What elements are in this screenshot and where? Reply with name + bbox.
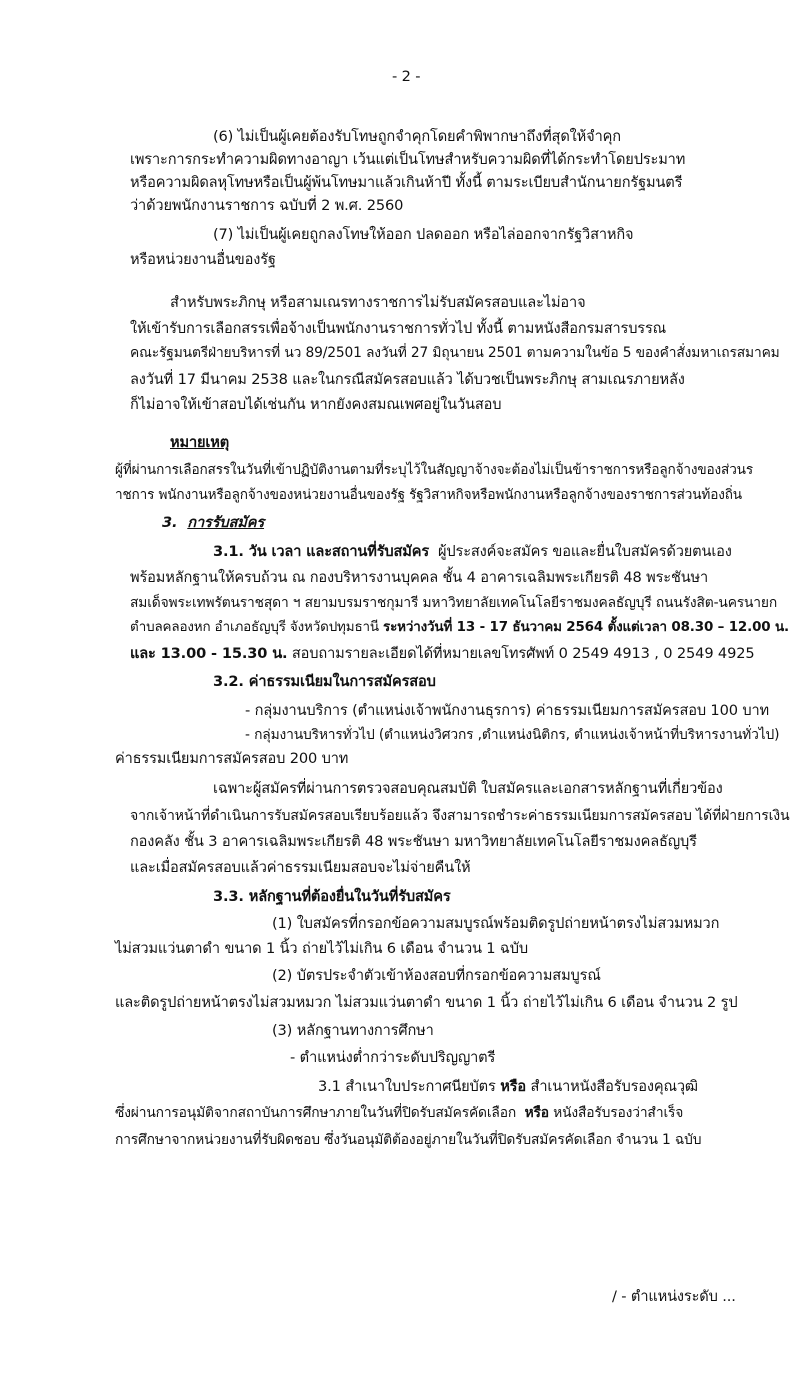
s32-bullet-2: - กลุ่มงานบริหารทั่วไป (ตำแหน่งวิศวกร ,ตำแหน่งนิติกร, ตำแหน่งเจ้าหน้าที่บริหารงานทั่วไป) xyxy=(245,727,780,743)
s33-item-3-sub: - ตำแหน่งต่ำกว่าระดับปริญญาตรี xyxy=(290,1049,496,1066)
section-3-title: การรับสมัคร xyxy=(187,514,265,531)
s32-para-line-2: จากเจ้าหน้าที่ดำเนินการรับสมัครสอบเรียบร้อยแล้ว จึงสามารถชำระค่าธรรมเนียมการสมัครสอบ ได้ที่ฝ่ายการเงิน xyxy=(130,808,790,824)
s33-item-1-line-2: ไม่สวมแว่นตาดำ ขนาด 1 นิ้ว ถ่ายไว้ไม่เกิน 6 เดือน จำนวน 1 ฉบับ xyxy=(115,940,528,957)
s33-item-2-line-2: และติดรูปถ่ายหน้าตรงไม่สวมหมวก ไม่สวมแว่นตาดำ ขนาด 1 นิ้ว ถ่ายไว้ไม่เกิน 6 เดือน จำนวน 2 รูป xyxy=(115,994,738,1011)
s33-item-3-line-2-b: หนังสือรับรองว่าสำเร็จ xyxy=(553,1105,684,1121)
s33-or-2: หรือ xyxy=(524,1105,549,1121)
note-heading: หมายเหตุ xyxy=(170,434,230,451)
s33-item-3-1 xyxy=(318,1076,698,1098)
s32-bullet-2-cont: ค่าธรรมเนียมการสมัครสอบ 200 บาท xyxy=(115,750,349,767)
s31-line-1 xyxy=(213,541,732,563)
s31-dates: ระหว่างวันที่ 13 - 17 ธันวาคม 2564 ตั้งแต่เวลา 08.30 – 12.00 น. xyxy=(383,620,789,635)
s33-item-3: (3) หลักฐานทางการศึกษา xyxy=(272,1022,434,1039)
s33-item-3-line-2-a: ซึ่งผ่านการอนุมัติจากสถาบันการศึกษาภายในวันที่ปิดรับสมัครคัดเลือก xyxy=(115,1105,517,1121)
item-7-line-1: (7) ไม่เป็นผู้เคยถูกลงโทษให้ออก ปลดออก หรือไล่ออกจากรัฐวิสาหกิจ xyxy=(213,226,634,243)
monk-para-line-5: ก็ไม่อาจให้เข้าสอบได้เช่นกัน หากยังคงสมณเพศอยู่ในวันสอบ xyxy=(130,396,502,413)
s31-times: และ 13.00 - 15.30 น. xyxy=(130,645,288,662)
s31-line-2: พร้อมหลักฐานให้ครบถ้วน ณ กองบริหารงานบุคคล ชั้น 4 อาคารเฉลิมพระเกียรติ 48 พระชันษา xyxy=(130,569,709,586)
s33-item-3-1-b: สำเนาหนังสือรับรองคุณวุฒิ xyxy=(530,1078,698,1095)
monk-para-line-4: ลงวันที่ 17 มีนาคม 2538 และในกรณีสมัครสอบแล้ว ได้บวชเป็นพระภิกษุ สามเณรภายหลัง xyxy=(130,371,685,388)
s31-line-5 xyxy=(130,643,754,665)
monk-para-line-1: สำหรับพระภิกษุ หรือสามเณรทางราชการไม่รับสมัครสอบและไม่อาจ xyxy=(170,294,586,311)
s31-line-4-plain: ตำบลคลองหก อำเภอธัญบุรี จังหวัดปทุมธานี xyxy=(130,620,379,635)
s32-bullet-1: - กลุ่มงานบริการ (ตำแหน่งเจ้าพนักงานธุรการ) ค่าธรรมเนียมการสมัครสอบ 100 บาท xyxy=(245,702,769,719)
item-6-line-4: ว่าด้วยพนักงานราชการ ฉบับที่ 2 พ.ศ. 2560 xyxy=(130,197,404,214)
s33-item-3-1-a: 3.1 สำเนาใบประกาศนียบัตร xyxy=(318,1078,496,1095)
s32-para-line-3: กองคลัง ชั้น 3 อาคารเฉลิมพระเกียรติ 48 พระชันษา มหาวิทยาลัยเทคโนโลยีราชมงคลธัญบุรี xyxy=(130,833,697,850)
monk-para-line-2: ให้เข้ารับการเลือกสรรเพื่อจ้างเป็นพนักงานราชการทั่วไป ทั้งนี้ ตามหนังสือกรมสารบรรณ xyxy=(130,320,667,337)
s31-line-1-rest: ผู้ประสงค์จะสมัคร ขอและยื่นใบสมัครด้วยตนเอง xyxy=(438,543,732,560)
note-line-2: าชการ พนักงานหรือลูกจ้างของหน่วยงานอื่นของรัฐ รัฐวิสาหกิจหรือพนักงานหรือลูกจ้างของราชการส่วนท้องถิ่น xyxy=(115,487,742,503)
monk-para-line-3: คณะรัฐมนตรีฝ่ายบริหารที่ นว 89/2501 ลงวันที่ 27 มิถุนายน 2501 ตามความในข้อ 5 ของคำสั่งมหาเถรสมาคม xyxy=(130,345,780,361)
s32-heading: 3.2. ค่าธรรมเนียมในการสมัครสอบ xyxy=(213,673,436,690)
s31-line-4 xyxy=(130,617,789,639)
note-line-1: ผู้ที่ผ่านการเลือกสรรในวันที่เข้าปฏิบัติงานตามที่ระบุไว้ในสัญญาจ้างจะต้องไม่เป็นข้าราชการหรือลูกจ้างของส่วนร xyxy=(115,462,753,478)
s33-item-2-line-1: (2) บัตรประจำตัวเข้าห้องสอบที่กรอกข้อความสมบูรณ์ xyxy=(272,967,601,984)
item-6-line-1: (6) ไม่เป็นผู้เคยต้องรับโทษถูกจำคุกโดยคำพิพากษาถึงที่สุดให้จำคุก xyxy=(213,128,621,145)
item-6-line-2: เพราะการกระทำความผิดทางอาญา เว้นแต่เป็นโทษสำหรับความผิดที่ได้กระทำโดยประมาท xyxy=(130,151,686,168)
item-7-line-2: หรือหน่วยงานอื่นของรัฐ xyxy=(130,251,276,268)
continuation-footer: / - ตำแหน่งระดับ ... xyxy=(612,1288,736,1305)
s33-or-1: หรือ xyxy=(500,1078,526,1095)
section-3-number: 3. xyxy=(162,514,178,531)
s33-item-3-line-2 xyxy=(115,1102,683,1124)
item-6-line-3: หรือความผิดลหุโทษหรือเป็นผู้พ้นโทษมาแล้วเกินห้าปี ทั้งนี้ ตามระเบียบสำนักนายกรัฐมนตรี xyxy=(130,174,683,191)
s33-item-1-line-1: (1) ใบสมัครที่กรอกข้อความสมบูรณ์พร้อมติดรูปถ่ายหน้าตรงไม่สวมหมวก xyxy=(272,915,720,932)
s32-para-line-1: เฉพาะผู้สมัครที่ผ่านการตรวจสอบคุณสมบัติ ใบสมัครและเอกสารหลักฐานที่เกี่ยวข้อง xyxy=(213,780,723,797)
section-3-heading xyxy=(162,512,264,534)
page-number: - 2 - xyxy=(392,68,421,85)
s32-para-line-4: และเมื่อสมัครสอบแล้วค่าธรรมเนียมสอบจะไม่จ่ายคืนให้ xyxy=(130,859,471,876)
s31-heading: 3.1. วัน เวลา และสถานที่รับสมัคร xyxy=(213,543,430,560)
s31-line-3: สมเด็จพระเทพรัตนราชสุดา ฯ สยามบรมราชกุมารี มหาวิทยาลัยเทคโนโลยีราชมงคลธัญบุรี ถนนรังสิต-นครนายก xyxy=(130,595,778,611)
s33-heading: 3.3. หลักฐานที่ต้องยื่นในวันที่รับสมัคร xyxy=(213,888,451,905)
s33-item-3-line-3: การศึกษาจากหน่วยงานที่รับผิดชอบ ซึ่งวันอนุมัติต้องอยู่ภายในวันที่ปิดรับสมัครคัดเลือก จำนวน 1 ฉบับ xyxy=(115,1132,702,1148)
s31-phone: สอบถามรายละเอียดได้ที่หมายเลขโทรศัพท์ 0 2549 4913 , 0 2549 4925 xyxy=(291,645,755,662)
